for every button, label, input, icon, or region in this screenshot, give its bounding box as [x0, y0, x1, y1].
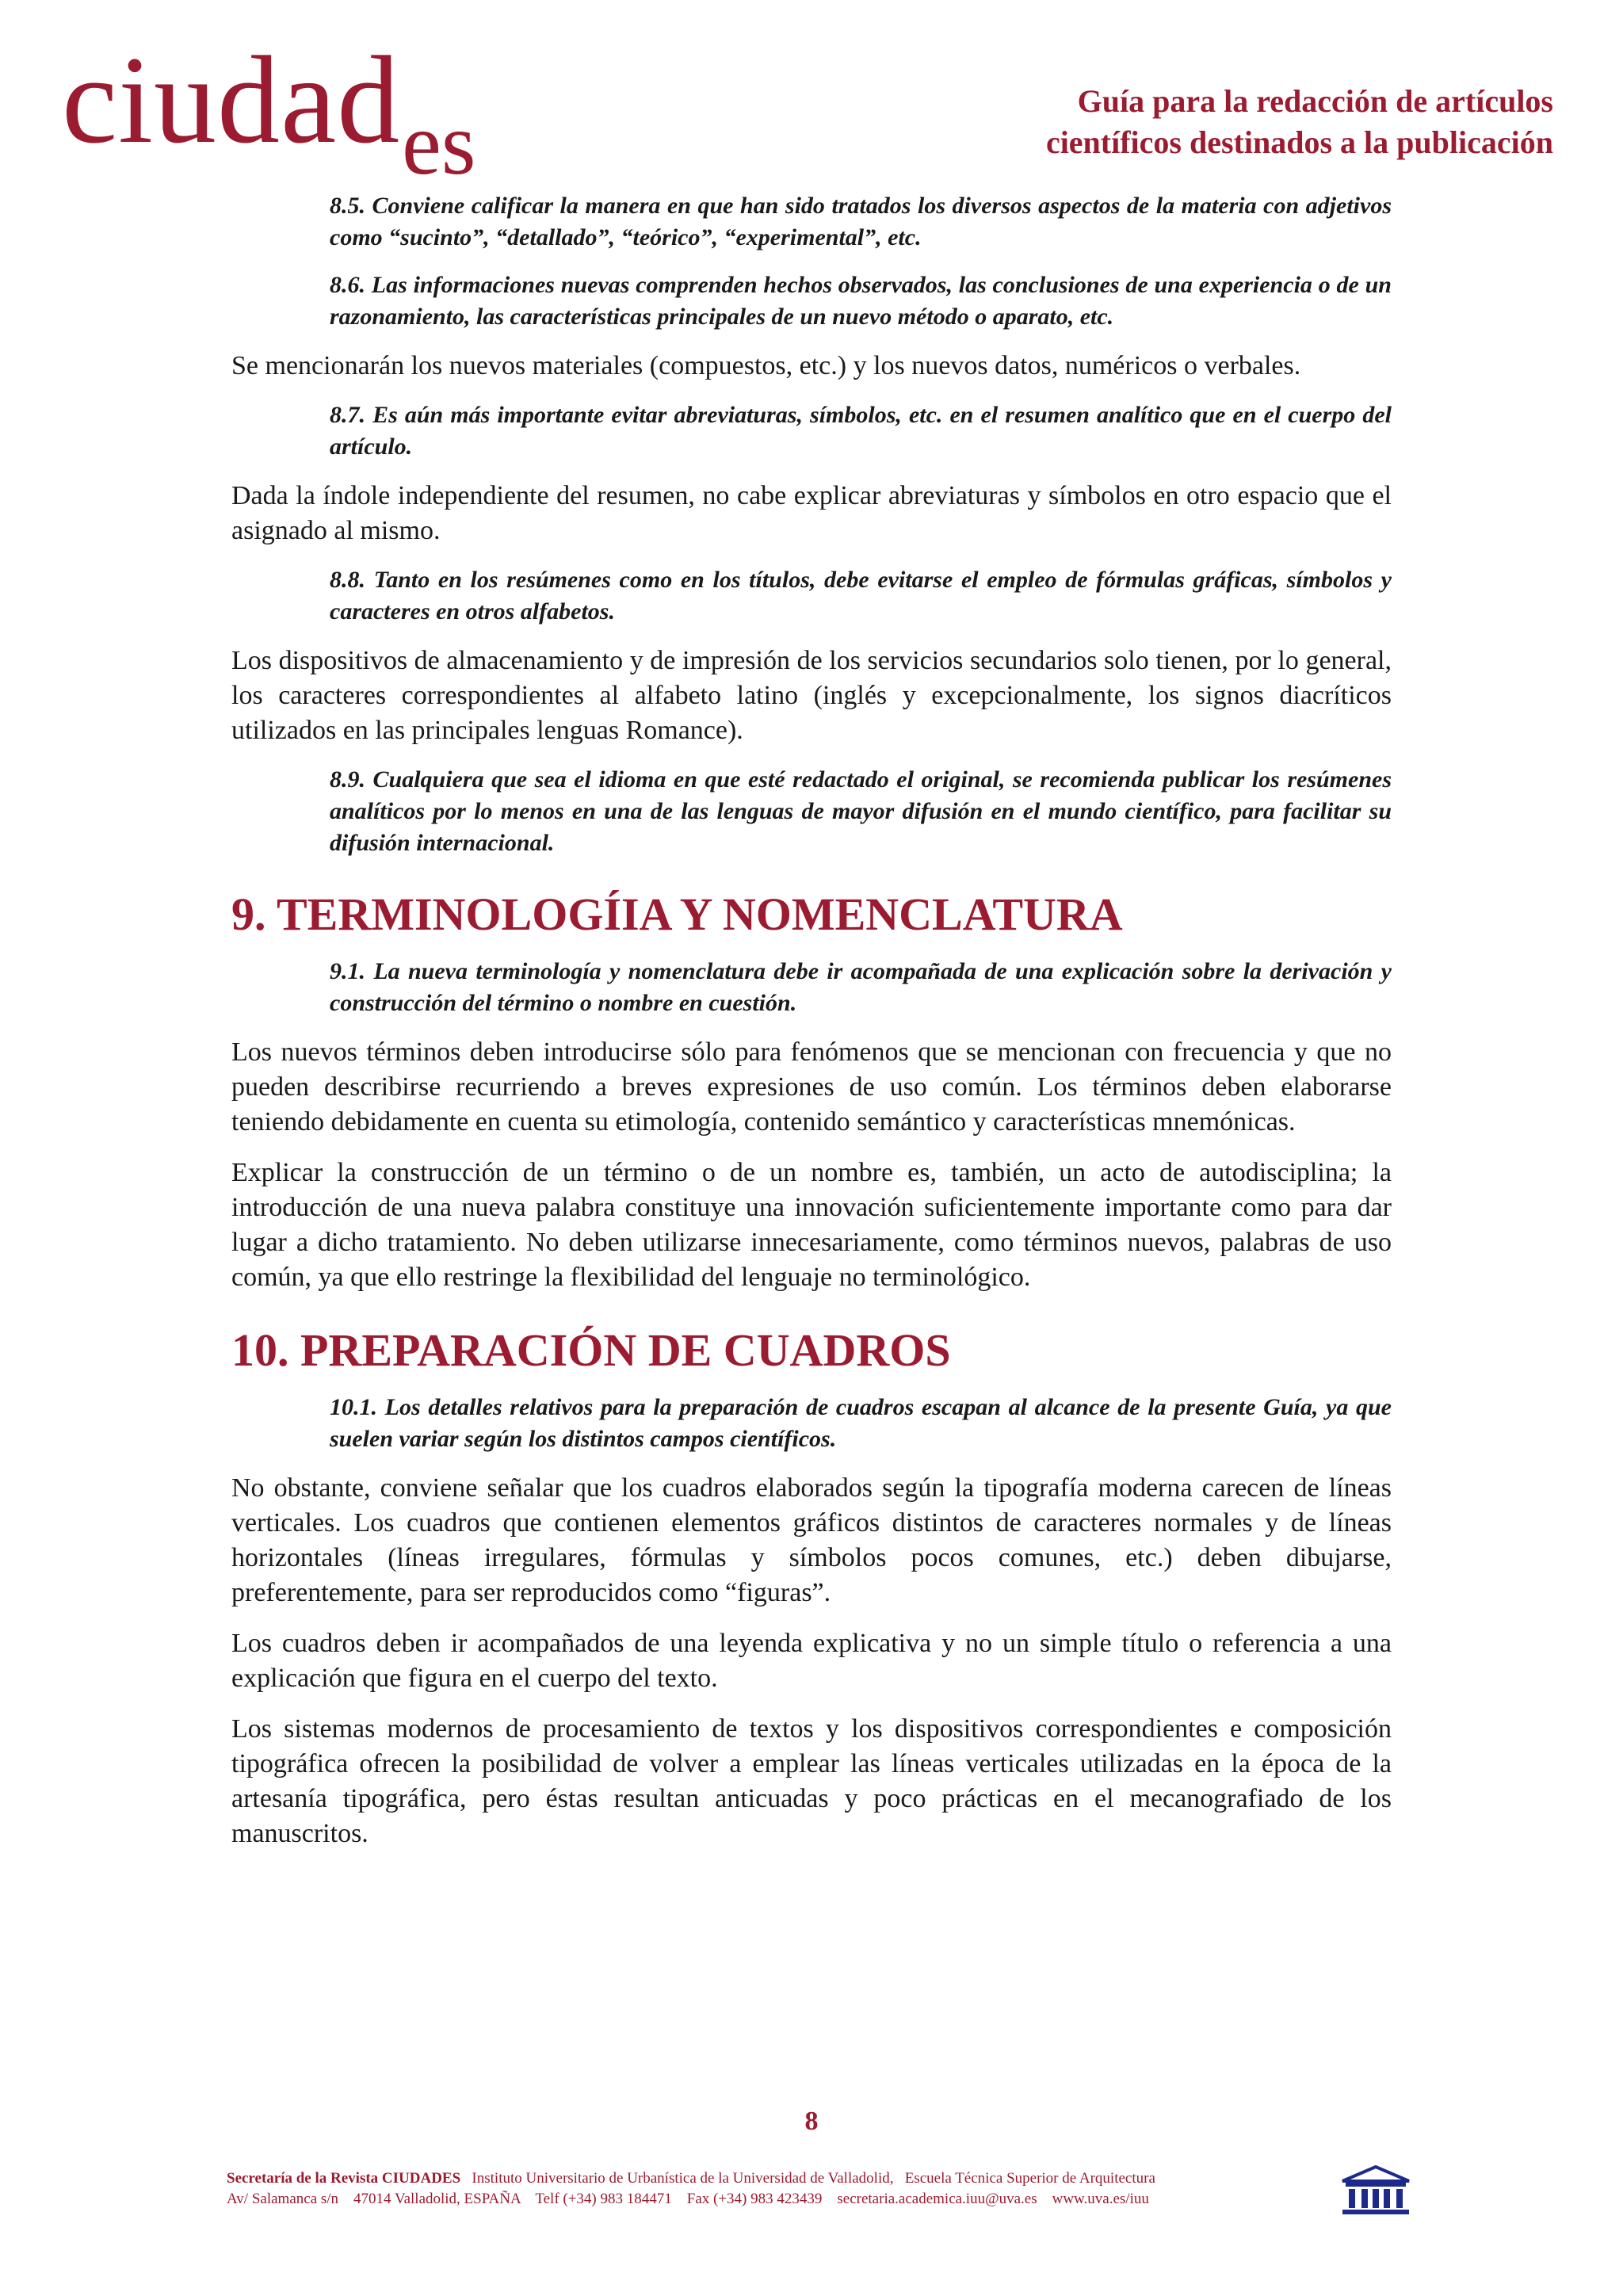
page-number: 8: [804, 2107, 819, 2136]
note-8-9: 8.9. Cualquiera que sea el idioma en que esté redactado el original, se recomienda publicar los resúmenes analíticos por lo menos en una de las lenguas de mayor difusión en el mundo científico, para facilitar su difusión internacional.: [330, 766, 1392, 856]
footer-line1-rest: Instituto Universitario de Urbanística de la Universidad de Valladolid, Escuela Técnica Superior de Arquitectura: [460, 2170, 1155, 2187]
paragraph-10-1a: No obstante, conviene señalar que los cuadros elaborados según la tipografía moderna carecen de líneas verticales. Los cuadros que contienen elementos gráficos distintos de caracteres normales y de líneas horizontales (líneas irregulares, fórmulas y símbolos pocos comunes, etc.) deben dibujarse, preferentemente, para ser reproducidos como “figuras”.: [231, 1473, 1392, 1607]
note-8-7: 8.7. Es aún más importante evitar abreviaturas, símbolos, etc. en el resumen analítico que en el cuerpo del artículo.: [330, 402, 1392, 460]
footer: [227, 2168, 1336, 2210]
note-10-1: 10.1. Los detalles relativos para la preparación de cuadros escapan al alcance de la presente Guía, ya que suelen variar según los distintos campos científicos.: [330, 1394, 1392, 1452]
note-8-5: 8.5. Conviene calificar la manera en que han sido tratados los diversos aspectos de la materia con adjetivos como “sucinto”, “detallado”, “teórico”, “experimental”, etc.: [330, 193, 1392, 250]
header-title-line2: científicos destinados a la publicación: [1045, 124, 1553, 160]
paragraph-10-1c: Los sistemas modernos de procesamiento de textos y los dispositivos correspondientes e composición tipográfica ofrecen la posibilidad de volver a emplear las líneas verticales utilizadas en la época de la artesanía tipográfica, pero éstas resultan anticuadas y poco prácticas en el mecanografiado de los manuscritos.: [231, 1714, 1392, 1848]
footer-org: Secretaría de la Revista CIUDADES: [227, 2170, 461, 2187]
paragraph-9-1a: Los nuevos términos deben introducirse sólo para fenómenos que se mencionan con frecuencia y que no pueden describirse recurriendo a breves expresiones de uso común. Los términos deben elaborarse teniendo debidamente en cuenta su etimología, contenido semántico y características mnemónicas.: [231, 1037, 1392, 1137]
paragraph-10-1b: Los cuadros deben ir acompañados de una leyenda explicativa y no un simple título o referencia a una explicación que figura en el cuerpo del texto.: [231, 1629, 1392, 1693]
section-heading-9: 9. TERMINOLOGÍIA Y NOMENCLATURA: [231, 888, 1123, 940]
logo-main-text: ciudad: [62, 31, 401, 170]
header-title: [840, 81, 1553, 163]
header-title-line1: Guía para la redacción de artículos: [1077, 83, 1553, 119]
ciudades-logo: [62, 31, 476, 193]
paragraph-8-6: Se mencionarán los nuevos materiales (compuestos, etc.) y los nuevos datos, numéricos o verbales.: [231, 351, 1301, 380]
unesco-temple-logo-icon: [1339, 2165, 1412, 2216]
note-8-6: 8.6. Las informaciones nuevas comprenden hechos observados, las conclusiones de una experiencia o de un razonamiento, las características principales de un nuevo método o aparato, etc.: [330, 272, 1392, 330]
paragraph-8-8: Los dispositivos de almacenamiento y de impresión de los servicios secundarios solo tienen, por lo general, los caracteres correspondientes al alfabeto latino (inglés y excepcionalmente, los signos diacríticos utilizados en las principales lenguas Romance).: [231, 646, 1392, 745]
section-heading-10: 10. PREPARACIÓN DE CUADROS: [231, 1324, 951, 1376]
main-content: [231, 190, 1392, 1867]
paragraph-9-1b: Explicar la construcción de un término o de un nombre es, también, un acto de autodisciplina; la introducción de una nueva palabra constituye una innovación suficientemente importante como para dar lugar a dicho tratamiento. No deben utilizarse innecesariamente, como términos nuevos, palabras de uso común, ya que ello restringe la flexibilidad del lenguaje no terminológico.: [231, 1158, 1392, 1292]
footer-line1: [227, 2168, 1336, 2189]
logo-sub-text: es: [402, 95, 476, 193]
note-8-8: 8.8. Tanto en los resúmenes como en los títulos, debe evitarse el empleo de fórmulas gráficas, símbolos y caracteres en otros alfabetos.: [330, 567, 1392, 625]
footer-line2: Av/ Salamanca s/n 47014 Valladolid, ESPAÑA Telf (+34) 983 184471 Fax (+34) 983 423439 secretaria.academica.iuu@uva.es www.uva.es/iuu: [227, 2191, 1149, 2207]
note-9-1: 9.1. La nueva terminología y nomenclatura debe ir acompañada de una explicación sobre la derivación y construcción del término o nombre en cuestión.: [330, 958, 1392, 1016]
paragraph-8-7: Dada la índole independiente del resumen, no cabe explicar abreviaturas y símbolos en otro espacio que el asignado al mismo.: [231, 481, 1392, 545]
